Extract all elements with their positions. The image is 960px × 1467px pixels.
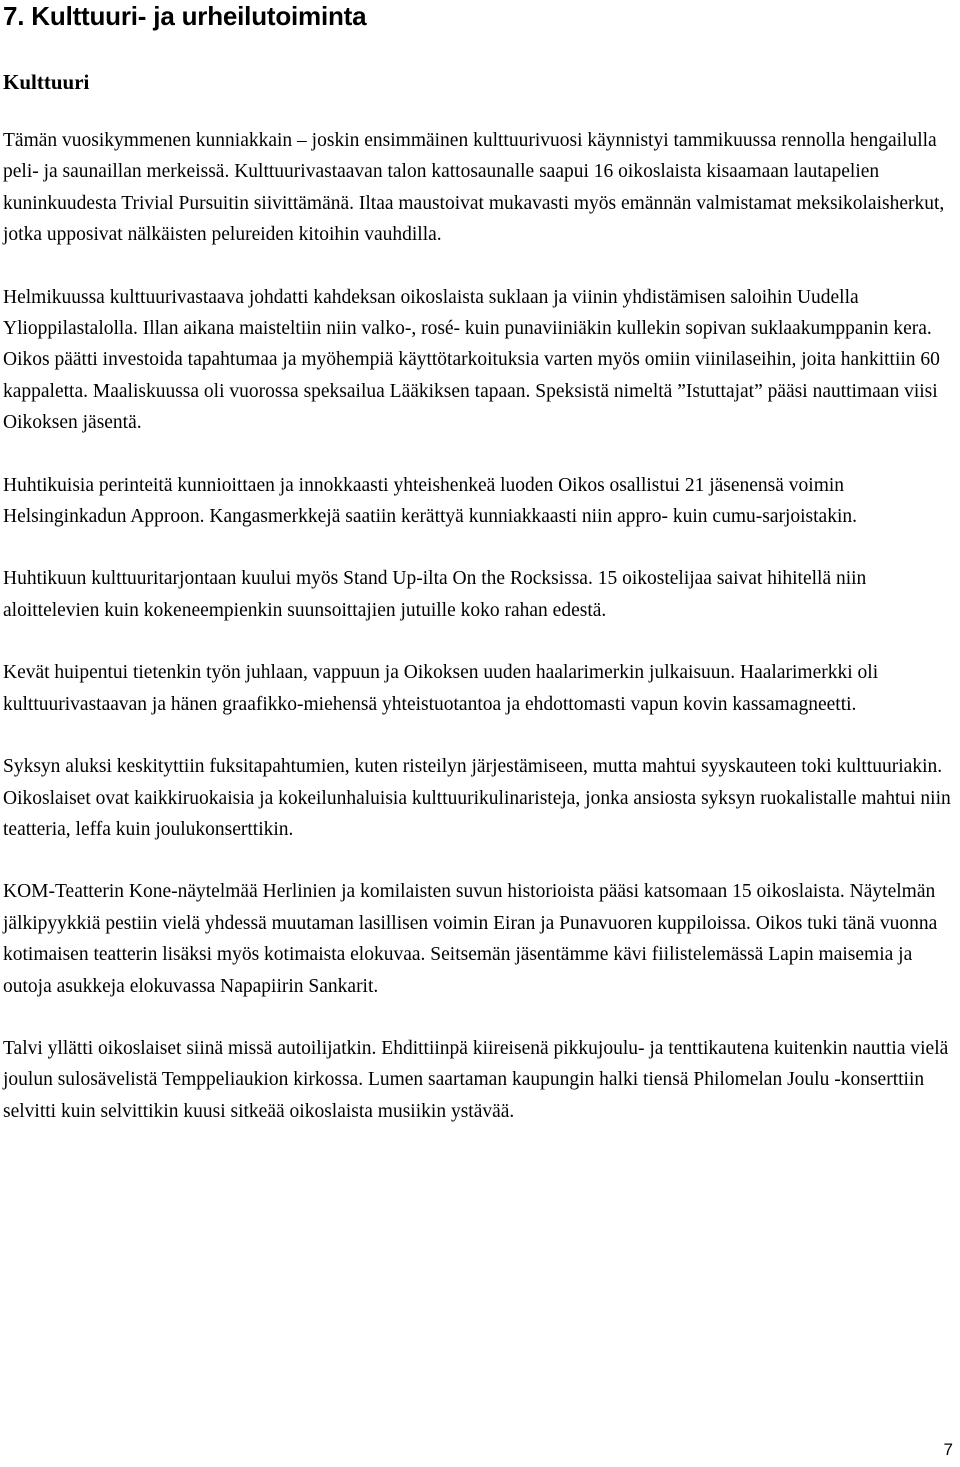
chapter-title: 7. Kulttuuri- ja urheilutoiminta <box>3 1 367 31</box>
paragraph-theatre: KOM-Teatterin Kone-näytelmää Herlinien ja komilaisten suvun historioista pääsi katsomaan 15 oikoslaista. Näytelmän jälkipyykkiä pestiin vielä yhdessä muutaman lasillisen voimin Eiran ja Punavuoren kuppiloissa. Oikos tuki tänä vuonna kotimaisen teatterin lisäksi myös kotimaista elokuvaa. Seitsemän jäsentämme kävi fiilistelemässä Lapin maisemia ja outoja asukkeja elokuvassa Napapiirin Sankarit. <box>3 881 938 997</box>
paragraph-stand-up: Huhtikuun kulttuuritarjontaan kuului myös Stand Up-ilta On the Rocksissa. 15 oikostelijaa saivat hihitellä niin aloittelevien kuin kokeneempienkin suunsoittajien jutuille koko rahan edestä. <box>3 568 867 621</box>
paragraph-autumn: Syksyn aluksi keskityttiin fuksitapahtumien, kuten risteilyn järjestämiseen, mutta mahtui syyskauteen toki kulttuuriakin. Oikoslaiset ovat kaikkiruokaisia ja kokeilunhaluisia kulttuurikulinaristeja, jonka ansiosta syksyn ruokalistalle mahtui niin teatteria, leffa kuin joulukonserttikin. <box>3 756 951 840</box>
document-page <box>3 0 953 1158</box>
paragraph-winter: Talvi yllätti oikoslaiset siinä missä autoilijatkin. Ehdittiinpä kiireisenä pikkujoulu- ja tenttikautena kuitenkin nauttia vielä joulun sulosävelistä Temppeliaukion kirkossa. Lumen saartaman kaupungin halki tiensä Philomelan Joulu -konserttiin selvitti kuin selvittikin kuusi sitkeää oikoslaista musiikin ystävää. <box>3 1037 949 1122</box>
section-title: Kulttuuri <box>3 70 90 94</box>
paragraph-appro: Huhtikuisia perinteitä kunnioittaen ja innokkaasti yhteishenkeä luoden Oikos osallistui 21 jäsenensä voimin Helsinginkadun Approon. Kangasmerkkejä saatiin kerättyä kunniakkaasti niin appro- kuin cumu-sarjoistakin. <box>3 474 858 528</box>
paragraph-january: Tämän vuosikymmenen kunniakkain – joskin ensimmäinen kulttuurivuosi käynnistyi tammikuussa rennolla hengailulla peli- ja saunaillan merkeissä. Kulttuurivastaavan talon kattosaunalle saapui 16 oikoslaista kisaamaan lautapelien kuninkuudesta Trivial Pursuitin siivittämänä. Iltaa maustoivat mukavasti myös emännän valmistamat meksikolaisherkut, jotka upposivat nälkäisten pelureiden kitoihin vauhdilla. <box>3 130 945 246</box>
page-number: 7 <box>943 1440 953 1459</box>
body-text <box>3 125 953 1127</box>
paragraph-february-march: Helmikuussa kulttuurivastaava johdatti kahdeksan oikoslaista suklaan ja viinin yhdistämisen saloihin Uudella Ylioppilastalolla. Illan aikana maisteltiin niin valko-, rosé- kuin punaviiniäkin kullekin sopivan suklaakumppanin kera. Oikos päätti investoida tapahtumaa ja myöhempiä käyttötarkoituksia varten myös omiin viinilaseihin, joita hankittiin 60 kappaletta. Maaliskuussa oli vuorossa speksailua Lääkiksen tapaan. Speksistä nimeltä ”Istuttajat” pääsi nauttimaan viisi Oikoksen jäsentä. <box>3 286 940 434</box>
paragraph-vappu: Kevät huipentui tietenkin työn juhlaan, vappuun ja Oikoksen uuden haalarimerkin julkaisuun. Haalarimerkki oli kulttuurivastaavan ja hänen graafikko-miehensä yhteistuotantoa ja ehdottomasti vapun kovin kassamagneetti. <box>3 662 879 715</box>
